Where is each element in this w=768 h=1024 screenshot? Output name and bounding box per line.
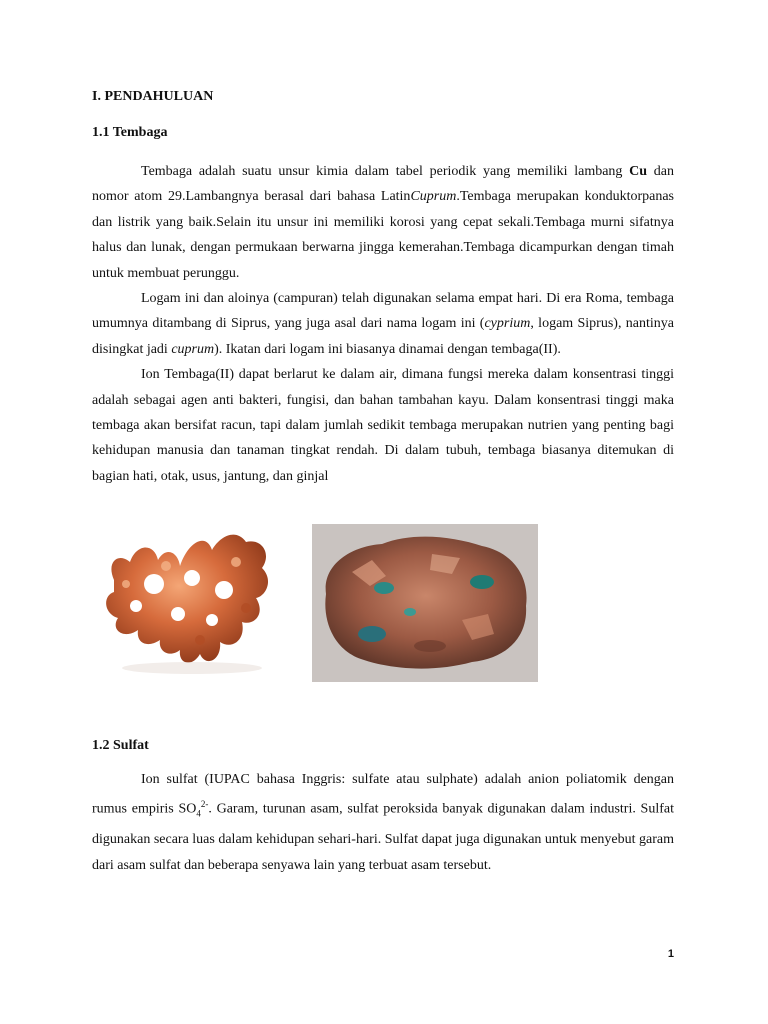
paragraph-tembaga-history: [92, 286, 674, 362]
chapter-heading: I. PENDAHULUAN: [92, 89, 214, 104]
paragraph-tembaga-ion: Ion Tembaga(II) dapat berlarut ke dalam air, dimana fungsi mereka dalam konsentrasi tinggi adalah sebagai agen anti bakteri, fungisi, dan bahan tambahan kayu. Dalam konsentrasi tinggi maka tembaga akan bersifat racun, tapi dalam jumlah sedikit tembaga merupakan nutrien yang penting bagi kehidupan manusia dan tanaman tingkat rendah. Di dalam tubuh, tembaga biasanya ditemukan di bagian hati, otak, usus, jantung, dan ginjal: [92, 367, 674, 484]
text-run: Logam ini dan aloinya (campuran) telah digunakan selama empat hari. Di era Roma, tembaga umumnya ditambang di Siprus, yang juga asal dari nama logam ini (: [92, 291, 674, 332]
text-run: dan nomor atom 29.Lambangnya berasal dari bahasa Latin: [92, 164, 674, 205]
section-body-tembaga: [92, 159, 674, 489]
formula-superscript: 2-: [200, 799, 209, 810]
paragraph-tembaga-definition: [92, 159, 674, 286]
paragraph-sulfat-definition: [92, 767, 674, 878]
text-run: .Tembaga merupakan konduktorpanas dan listrik yang baik.Selain itu unsur ini memiliki korosi yang cepat sekali.Tembaga murni sifatnya halus dan lunak, dengan permukaan berwarna jingga kemerahan.Tembaga dicampurkan dengan timah untuk membuat perunggu.: [92, 189, 674, 281]
formula-subscript: 4: [196, 808, 201, 819]
section-title-sulfat: 1.2 Sulfat: [92, 738, 149, 753]
copper-ore-image: [312, 524, 538, 682]
term-cyprium: cyprium: [484, 316, 531, 332]
term-cuprum: Cuprum: [410, 189, 457, 205]
term-cuprum-short: cuprum: [171, 341, 215, 357]
text-run: , logam Siprus), nantinya disingkat jadi: [92, 316, 674, 357]
text-run: . Garam, turunan asam, sulfat peroksida banyak digunakan dalam industri. Sulfat digunakan secara luas dalam kehidupan sehari-hari. Sulfat dapat juga digunakan untuk menyebut garam dari asam sulfat dan beberapa senyawa lain yang terbuat asam tersebut.: [92, 802, 675, 873]
symbol-cu: Cu: [629, 164, 648, 179]
section-title-tembaga: 1.1 Tembaga: [92, 125, 168, 140]
page-number: 1: [667, 948, 674, 960]
text-run: Tembaga adalah suatu unsur kimia dalam tabel periodik yang memiliki lambang: [141, 164, 630, 179]
text-run: ). Ikatan dari logam ini biasanya dinamai dengan tembaga(II).: [214, 341, 561, 357]
native-copper-image: [96, 522, 278, 682]
section-body-sulfat: [92, 767, 674, 878]
text-run: Ion sulfat (IUPAC bahasa Inggris: sulfate atau sulphate) adalah anion poliatomik dengan rumus empiris SO: [92, 772, 674, 818]
copper-figures: [92, 512, 674, 692]
